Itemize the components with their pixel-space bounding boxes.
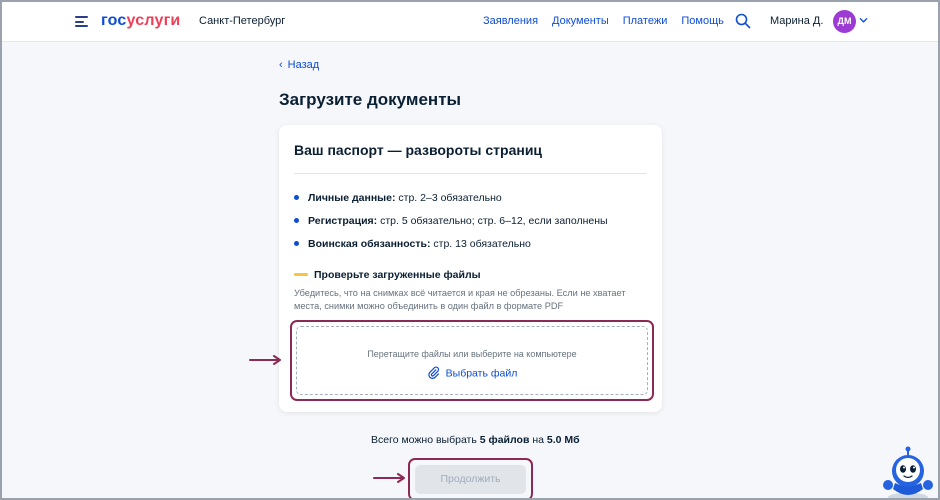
requirement-text: стр. 2–3 обязательно xyxy=(395,192,502,204)
passport-upload-card xyxy=(279,125,662,412)
annotation-arrow-icon xyxy=(373,473,407,483)
annotation-arrow-icon xyxy=(249,355,283,365)
requirement-text: стр. 5 обязательно; стр. 6–12, если заполнены xyxy=(377,215,608,227)
limit-prefix: Всего можно выбрать xyxy=(371,434,480,446)
nav-documents[interactable]: Документы xyxy=(552,15,609,27)
robot-assistant-icon[interactable] xyxy=(879,445,935,500)
check-files-hint: Убедитесь, что на снимках всё читается и края не обрезаны. Если не хватает места, снимки можно объединить в один файл в формате PDF xyxy=(294,288,626,311)
back-link[interactable] xyxy=(279,59,319,71)
continue-highlight xyxy=(408,458,533,500)
top-header xyxy=(2,2,938,42)
nav-help[interactable]: Помощь xyxy=(681,15,724,27)
gosuslugi-logo[interactable] xyxy=(101,12,180,30)
file-dropzone[interactable] xyxy=(296,326,648,395)
page-title: Загрузите документы xyxy=(279,90,462,109)
requirement-item xyxy=(294,238,531,250)
yellow-bar-icon xyxy=(294,273,308,276)
requirement-label: Воинская обязанность: xyxy=(308,238,431,250)
limit-count: 5 файлов xyxy=(479,434,530,446)
choose-file-button[interactable] xyxy=(297,367,647,380)
requirement-item xyxy=(294,192,502,204)
chevron-down-icon[interactable] xyxy=(859,16,868,25)
bullet-icon xyxy=(294,195,299,200)
dropzone-highlight xyxy=(290,320,654,401)
logo-part-uslugi: услуги xyxy=(126,12,181,29)
nav-payments[interactable]: Платежи xyxy=(622,15,668,27)
search-icon[interactable] xyxy=(735,13,751,29)
back-arrow-icon: ‹ xyxy=(279,59,283,71)
region-selector[interactable]: Санкт-Петербург xyxy=(199,15,286,27)
main-nav xyxy=(483,15,738,27)
limit-size: 5.0 Мб xyxy=(546,434,580,446)
logo-part-gos: гос xyxy=(101,12,127,29)
requirement-label: Личные данные: xyxy=(308,192,396,204)
user-name[interactable]: Марина Д. xyxy=(770,15,824,27)
nav-applications[interactable]: Заявления xyxy=(483,15,539,27)
paperclip-icon xyxy=(427,366,440,379)
limit-middle: на xyxy=(529,434,547,446)
menu-icon[interactable] xyxy=(75,16,88,27)
card-title: Ваш паспорт — развороты страниц xyxy=(294,142,543,158)
requirement-text: стр. 13 обязательно xyxy=(430,238,531,250)
back-label: Назад xyxy=(287,59,320,71)
avatar[interactable]: ДМ xyxy=(833,10,856,33)
continue-button[interactable]: Продолжить xyxy=(415,465,526,494)
requirement-item xyxy=(294,215,608,227)
requirement-label: Регистрация: xyxy=(308,215,378,227)
check-files-heading xyxy=(294,269,481,281)
divider xyxy=(294,173,647,174)
choose-file-label: Выбрать файл xyxy=(445,367,518,380)
bullet-icon xyxy=(294,241,299,246)
dropzone-text: Перетащите файлы или выберите на компьютере xyxy=(367,349,577,359)
bullet-icon xyxy=(294,218,299,223)
check-files-title: Проверьте загруженные файлы xyxy=(314,269,481,281)
files-limit-text xyxy=(371,434,580,446)
